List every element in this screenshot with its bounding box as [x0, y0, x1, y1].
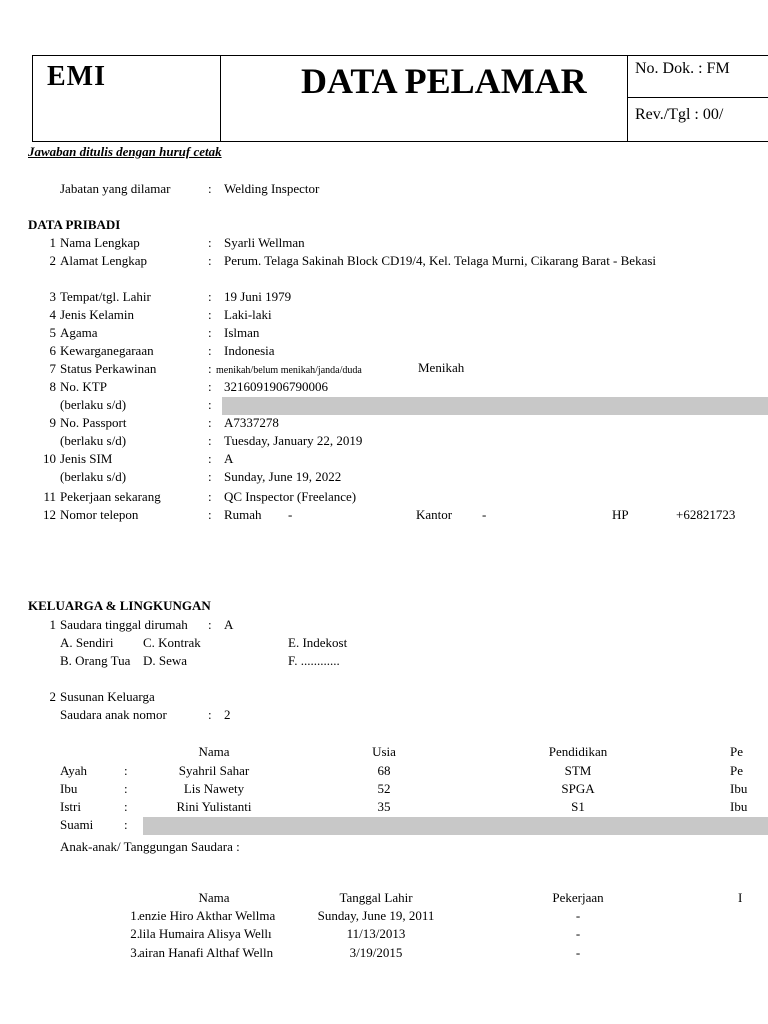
- family-role: Ayah: [60, 763, 87, 778]
- member-education: S1: [571, 799, 585, 814]
- living-with-label: Saudara tinggal dirumah: [60, 617, 188, 632]
- position-value: Welding Inspector: [224, 181, 320, 196]
- mobile-phone-label: HP: [612, 507, 629, 522]
- family-structure-label: Susunan Keluarga: [60, 689, 155, 704]
- phone-label: Nomor telepon: [60, 507, 139, 522]
- row-number: 4: [49, 307, 56, 322]
- colon: :: [208, 325, 212, 340]
- colon: :: [208, 489, 212, 504]
- field-value: Laki-laki: [224, 307, 272, 322]
- child-number: 2.: [130, 926, 140, 941]
- child-birth-date: Sunday, June 19, 2011: [317, 908, 435, 923]
- field-value: 19 Juni 1979: [224, 289, 292, 304]
- mobile-phone-value: +62821723: [676, 507, 736, 522]
- home-phone-value: -: [288, 507, 293, 522]
- column-header: Nama: [198, 744, 230, 759]
- colon: :: [124, 817, 128, 832]
- document-header: [32, 55, 768, 142]
- doc-number: No. Dok. : FM: [635, 60, 730, 77]
- member-education: STM: [564, 763, 592, 778]
- row-number: 2: [49, 689, 56, 704]
- colon: :: [208, 469, 212, 484]
- child-occupation: -: [575, 908, 581, 923]
- member-occupation: Ibu: [730, 781, 748, 796]
- field-label: Agama: [60, 325, 98, 340]
- field-value: 3216091906790006: [224, 379, 328, 394]
- colon: :: [208, 507, 212, 522]
- colon: :: [124, 799, 128, 814]
- option-item: C. Kontrak: [143, 635, 201, 650]
- field-label: (berlaku s/d): [60, 433, 127, 448]
- row-number: 9: [49, 415, 56, 430]
- child-name: airan Hanafi Althaf Welln: [139, 945, 274, 960]
- child-number: 1.: [130, 908, 140, 923]
- member-name: Lis Nawety: [183, 781, 245, 796]
- instruction-note: Jawaban ditulis dengan huruf cetak: [28, 144, 222, 159]
- field-label: Status Perkawinan: [60, 361, 157, 376]
- header-divider: [627, 56, 628, 141]
- option-item: B. Orang Tua: [60, 653, 131, 668]
- office-phone-label: Kantor: [416, 507, 453, 522]
- colon: :: [124, 781, 128, 796]
- field-value: QC Inspector (Freelance): [224, 489, 357, 504]
- column-header: Pe: [730, 744, 743, 759]
- row-number: 12: [43, 507, 56, 522]
- home-phone-label: Rumah: [224, 507, 262, 522]
- field-value: Sunday, June 19, 2022: [224, 469, 342, 484]
- child-order-value: 2: [224, 707, 231, 722]
- column-header: Usia: [372, 744, 396, 759]
- column-header: Tanggal Lahir: [339, 890, 413, 905]
- colon: :: [208, 235, 212, 250]
- child-order-label: Saudara anak nomor: [60, 707, 167, 722]
- colon: :: [208, 289, 212, 304]
- member-name: Syahril Sahar: [178, 763, 250, 778]
- colon: :: [208, 617, 212, 632]
- member-occupation: Pe: [730, 763, 743, 778]
- member-age: 52: [377, 781, 391, 796]
- colon: :: [208, 307, 212, 322]
- field-label: Nama Lengkap: [60, 235, 140, 250]
- row-number: 7: [49, 361, 56, 376]
- colon: :: [208, 361, 212, 376]
- company-logo: EMI: [47, 61, 106, 92]
- header-divider: [220, 56, 221, 141]
- family-role: Ibu: [60, 781, 78, 796]
- children-title: Anak-anak/ Tanggungan Saudara :: [60, 839, 240, 854]
- column-header: Pekerjaan: [552, 890, 604, 905]
- field-label: (berlaku s/d): [60, 469, 127, 484]
- row-number: 6: [49, 343, 56, 358]
- field-value: A: [224, 451, 234, 466]
- form-title: DATA PELAMAR: [301, 61, 587, 101]
- option-item: A. Sendiri: [60, 635, 114, 650]
- child-number: 3.: [130, 945, 140, 960]
- field-label: Jenis SIM: [60, 451, 113, 466]
- family-role: Suami: [60, 817, 94, 832]
- colon: :: [208, 707, 212, 722]
- field-value: Tuesday, January 22, 2019: [224, 433, 363, 448]
- member-education: SPGA: [561, 781, 595, 796]
- colon: :: [208, 415, 212, 430]
- field-label: (berlaku s/d): [60, 397, 127, 412]
- status-options-hint: menikah/belum menikah/janda/duda: [216, 365, 362, 376]
- field-value: Islman: [224, 325, 260, 340]
- colon: :: [124, 763, 128, 778]
- field-label: No. KTP: [60, 379, 107, 394]
- member-age: 68: [377, 763, 391, 778]
- member-age: 35: [377, 799, 391, 814]
- empty-field-shading: [222, 397, 768, 415]
- field-value: Menikah: [418, 360, 465, 375]
- colon: :: [208, 379, 212, 394]
- child-occupation: -: [575, 945, 581, 960]
- field-label: Pekerjaan sekarang: [60, 489, 161, 504]
- field-label: Tempat/tgl. Lahir: [60, 289, 151, 304]
- field-label: Jenis Kelamin: [60, 307, 135, 322]
- row-number: 1: [49, 235, 56, 250]
- family-role: Istri: [60, 799, 81, 814]
- field-label: No. Passport: [60, 415, 127, 430]
- field-label: Alamat Lengkap: [60, 253, 147, 268]
- field-value: A7337278: [224, 415, 279, 430]
- option-item: F. ............: [288, 653, 340, 668]
- colon: :: [208, 451, 212, 466]
- child-name: lila Humaira Alisya Wellı: [139, 926, 272, 941]
- field-label: Kewarganegaraan: [60, 343, 154, 358]
- column-header: I: [738, 890, 743, 905]
- child-name: enzie Hiro Akthar Wellma: [139, 908, 276, 923]
- section-personal-title: DATA PRIBADI: [28, 217, 121, 232]
- child-occupation: -: [575, 926, 581, 941]
- row-number: 3: [49, 289, 56, 304]
- option-item: E. Indekost: [288, 635, 348, 650]
- office-phone-value: -: [482, 507, 487, 522]
- colon: :: [208, 181, 212, 196]
- colon: :: [208, 433, 212, 448]
- row-number: 1: [49, 617, 56, 632]
- field-value: Perum. Telaga Sakinah Block CD19/4, Kel. Telaga Murni, Cikarang Barat - Bekasi: [224, 253, 657, 268]
- colon: :: [208, 253, 212, 268]
- row-number: 2: [49, 253, 56, 268]
- living-with-value: A: [224, 617, 234, 632]
- child-birth-date: 11/13/2013: [346, 926, 406, 941]
- field-value: Syarli Wellman: [224, 235, 305, 250]
- row-number: 11: [43, 489, 56, 504]
- column-header: Nama: [198, 890, 230, 905]
- row-number: 5: [49, 325, 56, 340]
- empty-field-shading: [143, 817, 768, 835]
- header-divider: [627, 97, 768, 98]
- member-name: Rini Yulistanti: [176, 799, 252, 814]
- colon: :: [208, 397, 212, 412]
- column-header: Pendidikan: [548, 744, 608, 759]
- option-item: D. Sewa: [143, 653, 188, 668]
- member-occupation: Ibu: [730, 799, 748, 814]
- child-birth-date: 3/19/2015: [349, 945, 403, 960]
- colon: :: [208, 343, 212, 358]
- position-label: Jabatan yang dilamar: [60, 181, 171, 196]
- row-number: 10: [43, 451, 56, 466]
- field-value: Indonesia: [224, 343, 275, 358]
- revision-date: Rev./Tgl : 00/: [635, 106, 724, 123]
- row-number: 8: [49, 379, 56, 394]
- section-family-title: KELUARGA & LINGKUNGAN: [28, 598, 211, 613]
